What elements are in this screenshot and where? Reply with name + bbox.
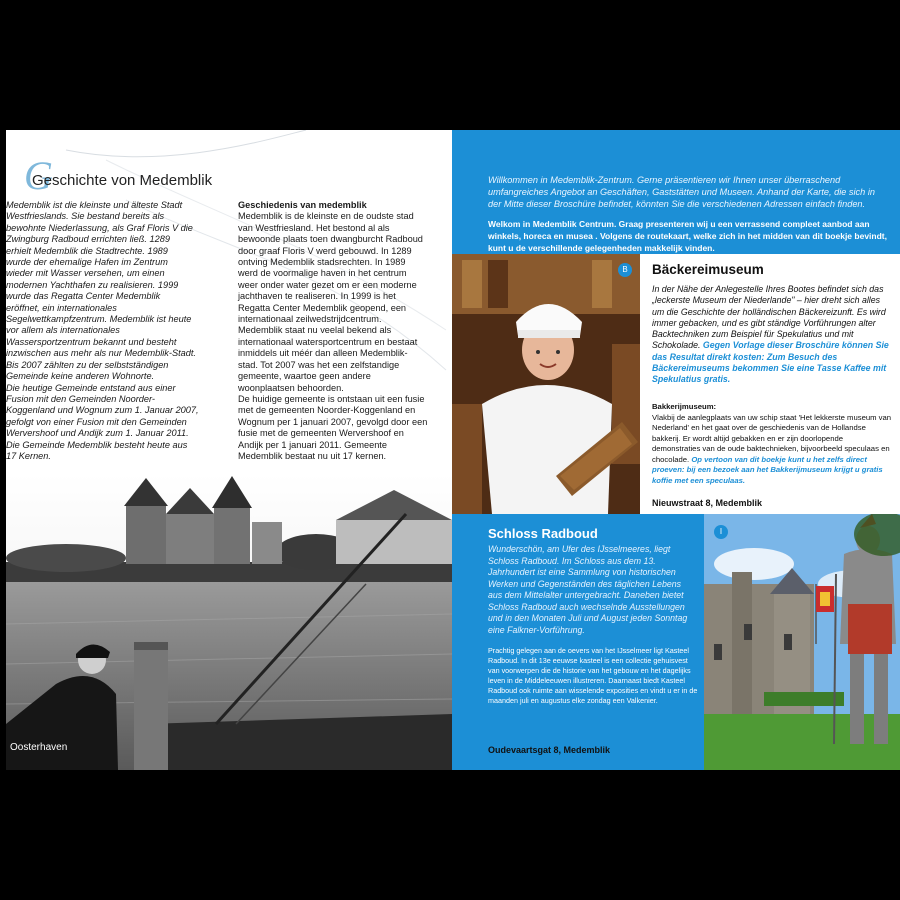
baecker-badge: B bbox=[618, 263, 632, 277]
baecker-offer-dutch: Op vertoon van dit boekje kunt u het zelfs direct proeven: bij een bezoek aan het Bakkerijmuseum krijgt u gratis koffie met een speculaas. bbox=[652, 454, 883, 485]
left-page bbox=[6, 130, 452, 770]
dutch-history-text: Geschiedenis van medemblik Medemblik is de kleinste en de oudste stad van Westfriesland. Het bestond al als bewoonde plaats toen dwangburcht Radboud door graaf Floris V werd gebouwd. In 1289 ontving Medemblik stadsrechten. In 1989 werd de voormalige haven in het centrum weer onder water gezet om er een moderne jachthaven te realiseren. In 1999 is het Regatta Center Medemblik geopend, een internationaal zeilwedstrijdcentrum. Medemblik staat nu veelal bekend als internationaal watersportcentrum en bestaat inmiddels uit méér dan alleen Medemblik- stad. Tot 2007 was het een zelfstandige gemeente, waartoe geen andere woonplaatsen behoorden. De huidige gemeente is ontstaan uit een fusie met de gemeenten Noorder-Koggenland en Wognum per 1 januari 2007, gevolgd door een fusie met de gemeenten Wervershoof en Andijk per 1 januari 2011. Gemeente Medemblik bestaat nu uit 17 kernen. bbox=[238, 200, 448, 462]
baecker-offer-german: Gegen Vorlage dieser Broschüre können Sie das Resultat direkt kosten: Zum Besuch des Bäckereimuseums bekommen Sie eine Tasse Kaffee mit Spekulatius gratis. bbox=[652, 340, 889, 385]
german-history-text: Medemblik ist die kleinste und älteste Stadt Westfrieslands. Sie bestand bereits als bewohnte Niederlassung, als Graf Floris V die Zwingburg Radboud errichten ließ. 1289 erhielt Medemblik die Stadtrechte. 1989 wurde der ehemalige Hafen im Zentrum wieder mit Wasser versehen, um einen modernen Yachthafen zu realisieren. 1999 wurde das Regatta Center Medemblik eröffnet, ein internationales Segelwettkampfzentrum. Medemblik ist heute vor allem als internationales Wassersportzentrum bekannt und besteht inzwischen aus mehr als nur Medemblik-Stadt. Bis 2007 zählten zu der selbstständigen Gemeinde keine anderen Wohnorte. Die heutige Gemeinde entstand aus einer Fusion mit den Gemeinden Noorder- Koggenland und Wognum zum 1. Januar 2007, gefolgt von einer Fusion mit den Gemeinden Wervershoof und Andijk zum 1. Januar 2011. Die Gemeinde Medemblik besteht heute aus 17 Kernen. bbox=[6, 200, 199, 461]
baecker-dutch-heading: Bakkerijmuseum: bbox=[652, 402, 717, 411]
intro-text-german: Willkommen in Medemblik-Zentrum. Gerne präsentieren wir Ihnen unser überraschend umfangreiches Angebot an Geschäften, Gaststätten und Museen. Anhand der Karte, die sich in der Mitte dieser Broschüre befindet, könnten Sie die verschiedenen Adressen einfach finden. bbox=[488, 175, 875, 209]
baecker-address: Nieuwstraat 8, Medemblik bbox=[652, 498, 763, 508]
schloss-text-german: Wunderschön, am Ufer des IJsselmeeres, liegt Schloss Radboud. Im Schloss aus dem 13. Jahrhundert ist eine Sammlung von historischen Werken und Gegenständen des täglichen Lebens aus dem Mittelalter untergebracht. Daneben bietet Schloss Radboud auch wechselnde Ausstellungen und in den Monaten Juli und August jeden Sonntag eine Falkner-Vorführung. bbox=[488, 544, 688, 635]
castle-photo bbox=[704, 514, 900, 770]
decorative-initial: G bbox=[24, 153, 53, 198]
dutch-history-heading: Geschiedenis van medemblik bbox=[238, 200, 367, 210]
baecker-title: Bäckereimuseum bbox=[652, 262, 764, 277]
page-title: Geschichte von Medemblik bbox=[32, 172, 213, 189]
baecker-text-dutch: Bakkerijmuseum: Vlakbij de aanlegplaats van uw schip staat 'Het lekkerste museum van Nederland' en het gaat over de geschiedenis van de Hollandse bakkerij. Er wordt altijd gebakken en er zijn doorlopende demonstraties van de oude baktechnieken, bijvoorbeeld speculaas en chocolade. Op vertoon van dit boekje kunt u het zelfs direct proeven: bij een bezoek aan het Bakkerijmuseum krijgt u gratis koffie met een speculaas. bbox=[652, 402, 892, 485]
baker-photo bbox=[452, 254, 640, 514]
schloss-title: Schloss Radboud bbox=[488, 526, 598, 541]
schloss-address: Oudevaartsgat 8, Medemblik bbox=[488, 745, 611, 755]
schloss-badge: I bbox=[714, 525, 728, 539]
intro-text-dutch: Welkom in Medemblik Centrum. Graag presenteren wij u een verrassend compleet aanbod aan winkels, horeca en musea . Volgens de routekaart, welke zich in het midden van dit boekje bevindt, kunt u de verschillende gelegenheden makkelijk vinden. bbox=[488, 219, 887, 253]
schloss-text-dutch: Prachtig gelegen aan de oevers van het IJsselmeer ligt Kasteel Radboud. In dit 13e eeuwse kasteel is een collectie gehuisvest van voorwerpen die de historie van het gebouw en het dagelijks leven in de Middeleeuwen illustreren. Daarnaast biedt Kasteel Radboud ook ruimte aan wisselende exposities en vindt u er in de maanden juli en augustus elke zondag een Valkenier. bbox=[488, 646, 698, 705]
photo-caption: Oosterhaven bbox=[10, 742, 68, 753]
baecker-text-german: In der Nähe der Anlegestelle Ihres Bootes befindet sich das „leckerste Museum der Niederlande" – hier dreht sich alles um die Geschichte der holländischen Bäckereizunft. Es wird immer gebacken, und es gibt ständige Vorführungen alter Backtechniken zum Beispiel für Spekulatius und mit Schokolade. Gegen Vorlage dieser Broschüre können Sie das Resultat direkt kosten: Zum Besuch des Bäckereimuseums bekommen Sie eine Tasse Kaffee mit Spekulatius gratis. bbox=[652, 284, 889, 385]
right-page bbox=[452, 130, 900, 770]
harbour-photo bbox=[6, 474, 452, 770]
